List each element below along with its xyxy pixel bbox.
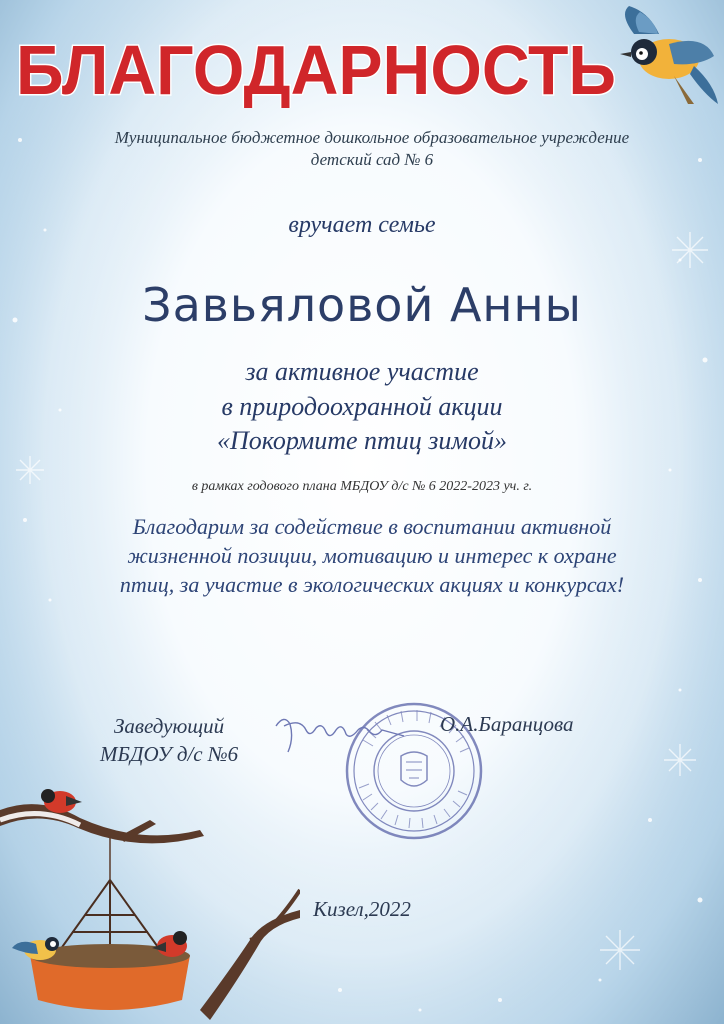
thanks-line3: птиц, за участие в экологических акциях и конкурсах! [119,572,625,597]
reason-line3: «Покормите птиц зимой» [216,426,508,455]
thanks-paragraph [60,512,684,599]
titmouse-bird-illustration [614,4,720,108]
thanks-line2: жизненной позиции, мотивацию и интерес к охране [127,543,617,568]
plan-note: в рамках годового плана МБДОУ д/с № 6 2022-2023 уч. г. [191,479,533,494]
organization-line2: детский сад № 6 [310,150,434,169]
title-text: БЛАГОДАРНОСТЬ [16,31,616,108]
presents-text: вручает семье [288,212,436,238]
organization-line1: Муниципальное бюджетное дошкольное образовательное учреждение [114,128,630,147]
reason-line1: за активное участие [245,357,479,386]
position-block [100,712,238,768]
thanks-line1: Благодарим за содействие в воспитании активной [132,514,612,539]
position-line2: МБДОУ д/с №6 [100,742,239,766]
certificate-title [6,28,626,108]
handwritten-signature [270,708,410,763]
recipient-name: Завьяловой Анны [142,278,582,332]
reason-line2: в природоохранной акции [221,392,503,421]
place-date: Кизел,2022 [313,897,411,921]
position-line1: Заведующий [114,714,225,738]
signer-name: О.А.Баранцова [440,712,574,736]
